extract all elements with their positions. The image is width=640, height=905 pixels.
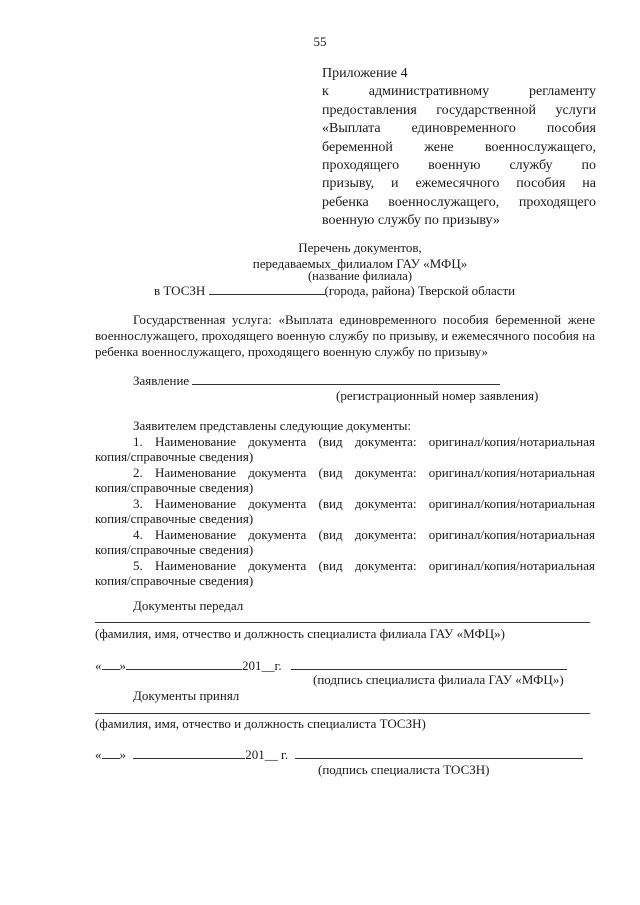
handed-over-fio-blank[interactable]	[95, 622, 590, 623]
accepted-signature-hint: (подпись специалиста ТОСЗН)	[318, 762, 490, 777]
tosz-blank[interactable]	[209, 284, 325, 295]
list-item: 3. Наименование документа (вид документа: оригинал/копия/нотариальная копия/справочные сведения)	[95, 495, 595, 526]
month-blank[interactable]	[133, 748, 245, 759]
application-line	[133, 373, 500, 389]
handed-over-label: Документы передал	[133, 598, 244, 613]
accepted-signature-blank[interactable]	[295, 748, 583, 759]
day-blank[interactable]	[102, 659, 120, 670]
service-paragraph	[95, 312, 595, 361]
list-title: Перечень документов,	[298, 240, 422, 255]
list-item: 1. Наименование документа (вид документа: оригинал/копия/нотариальная копия/справочные сведения)	[95, 433, 595, 464]
appendix-line: проходящего военную службу по	[322, 158, 596, 174]
documents-list	[95, 418, 595, 589]
appendix-line: предоставления государственной услуги	[322, 102, 596, 118]
appendix-line: ребенка военнослужащего, проходящего	[322, 194, 596, 210]
tosz-line	[154, 283, 515, 299]
branch-name-hint: (название филиала)	[308, 269, 412, 283]
application-hint: (регистрационный номер заявления)	[336, 388, 539, 403]
accepted-fio-hint: (фамилия, имя, отчество и должность специалиста ТОСЗН)	[95, 716, 426, 731]
tosz-suffix: (города, района) Тверской области	[324, 283, 516, 298]
handed-over-signature-blank[interactable]	[291, 659, 567, 670]
application-label: Заявление	[133, 373, 190, 388]
list-item: 5. Наименование документа (вид документа: оригинал/копия/нотариальная копия/справочные сведения)	[95, 557, 595, 588]
month-blank[interactable]	[126, 659, 242, 670]
accepted-fio-blank[interactable]	[95, 713, 590, 714]
handed-over-date-row: « » 201__г.	[95, 658, 567, 674]
appendix-line: военную службу по призыву»	[322, 213, 500, 229]
documents-intro: Заявителем представлены следующие документы:	[133, 418, 411, 433]
accepted-label: Документы принял	[133, 688, 240, 703]
tosz-prefix: в ТОСЗН	[154, 283, 206, 298]
page-number: 55	[313, 34, 327, 49]
service-line: Государственная услуга: «Выплата единовременного пособия беременной жене	[133, 312, 595, 327]
service-line: военнослужащего, проходящего военную службу по призыву, и ежемесячного пособия на	[95, 328, 595, 344]
list-item: 2. Наименование документа (вид документа: оригинал/копия/нотариальная копия/справочные сведения)	[95, 464, 595, 495]
appendix-line: к административному регламенту	[322, 84, 596, 100]
appendix-block	[322, 65, 596, 231]
accepted-date-row: « » 201__ г.	[95, 747, 583, 763]
list-item: 4. Наименование документа (вид документа: оригинал/копия/нотариальная копия/справочные сведения)	[95, 526, 595, 557]
application-number-blank[interactable]	[192, 374, 500, 385]
handed-over-signature-hint: (подпись специалиста филиала ГАУ «МФЦ»)	[313, 672, 564, 687]
service-line: ребенка военнослужащего, проходящего военную службу по призыву»	[95, 344, 488, 360]
appendix-line: «Выплата единовременного пособия	[322, 121, 596, 137]
appendix-title: Приложение 4	[322, 66, 408, 81]
appendix-line: призыву, и ежемесячного пособия на	[322, 176, 596, 192]
appendix-line: беременной жене военнослужащего,	[322, 139, 596, 155]
list-subtitle: передаваемых_филиалом ГАУ «МФЦ»	[252, 256, 468, 271]
day-blank[interactable]	[102, 748, 120, 759]
handed-over-fio-hint: (фамилия, имя, отчество и должность специалиста филиала ГАУ «МФЦ»)	[95, 626, 505, 641]
